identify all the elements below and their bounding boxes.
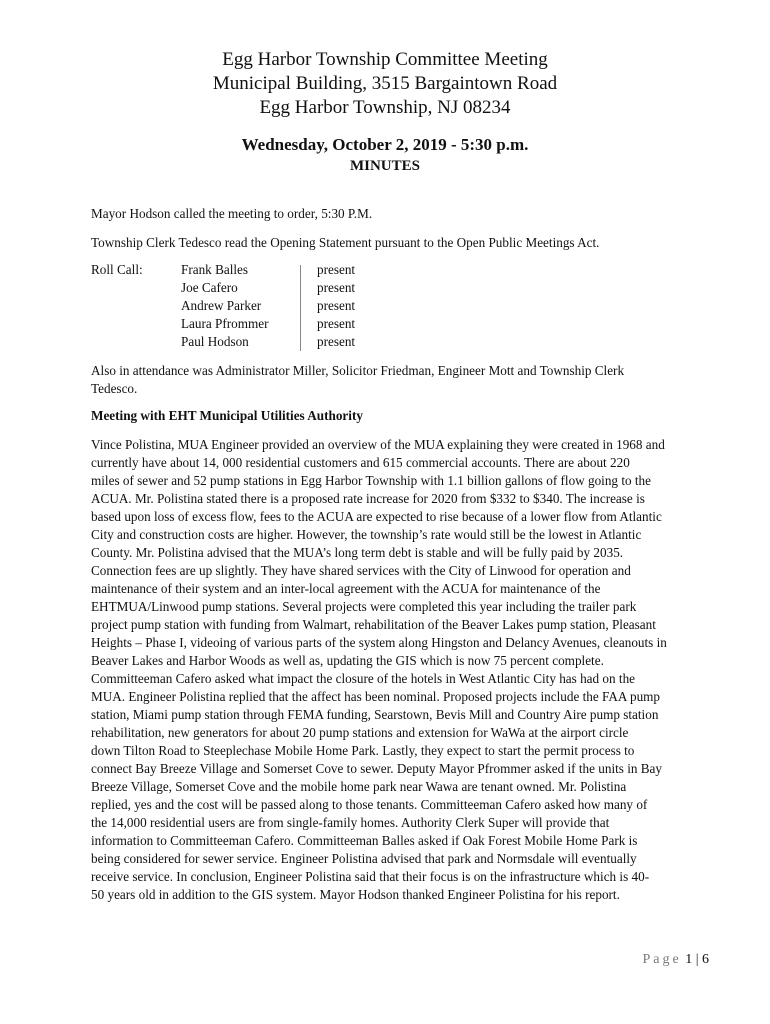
paragraph-line: Heights – Phase I, videoing of various parts of the system along Hingston and Delancy Avenues, cleanouts in	[91, 635, 667, 650]
header-title-line-3: Egg Harbor Township, NJ 08234	[259, 97, 511, 118]
paragraph-line: currently have about 14, 000 residential customers and 615 commercial accounts. There are about 220	[91, 455, 630, 470]
paragraph-line: information to Committeeman Cafero. Committeeman Balles asked if Oak Forest Mobile Home Park is	[91, 833, 638, 848]
roll-call-member-status: present	[317, 262, 356, 277]
paragraph-line: Beaver Lakes and Harbor Woods as well as, updating the GIS which is now 75 percent complete.	[91, 653, 604, 668]
paragraph-line: EHTMUA/Linwood pump stations. Several projects were completed this year including the trailer park	[91, 599, 637, 614]
roll-call-member-name: Andrew Parker	[181, 298, 262, 313]
paragraph-line: County. Mr. Polistina advised that the MUA’s long term debt is stable and will be fully paid by 2035.	[91, 545, 624, 560]
paragraph-line: ACUA. Mr. Polistina stated there is a proposed rate increase for 2020 from $332 to $340. The increase is	[91, 491, 645, 506]
meeting-date: Wednesday, October 2, 2019 - 5:30 p.m.	[241, 135, 529, 154]
paragraph-line: MUA. Engineer Polistina replied that the affect has been nominal. Proposed projects include the FAA pump	[91, 689, 661, 704]
paragraph-line: Committeeman Cafero asked what impact the closure of the hotels in West Atlantic City has had on the	[91, 671, 636, 686]
paragraph-line: project pump station with funding from Walmart, rehabilitation of the Beaver Lakes pump station, Pleasant	[91, 617, 656, 632]
document-header	[0, 48, 770, 120]
opening-statement-paragraph: Township Clerk Tedesco read the Opening Statement pursuant to the Open Public Meetings Act.	[91, 235, 600, 250]
paragraph-line: down Tilton Road to Steeplechase Mobile Home Park. Lastly, they expect to start the permit process to	[91, 743, 635, 758]
paragraph-line: replied, yes and the cost will be passed along to those tenants. Committeeman Cafero asked how many of	[91, 797, 648, 812]
attendance-paragraph	[91, 362, 727, 398]
paragraph-line: station, Miami pump station through FEMA funding, Searstown, Bevis Mill and Country Aire pump station	[91, 707, 659, 722]
header-title-line-2: Municipal Building, 3515 Bargaintown Road	[212, 73, 558, 94]
roll-call-divider	[300, 265, 301, 351]
attendance-line: Tedesco.	[91, 381, 138, 396]
paragraph-line: based upon loss of excess flow, fees to the ACUA are expected to rise because of a lower flow from Atlantic	[91, 509, 662, 524]
header-title-line-1: Egg Harbor Township Committee Meeting	[222, 49, 548, 70]
paragraph-line: Vince Polistina, MUA Engineer provided an overview of the MUA explaining they were created in 1968 and	[91, 437, 665, 452]
paragraph-line: connect Bay Breeze Village and Somerset Cove to sewer. Deputy Mayor Pfrommer asked if the units in Bay	[91, 761, 663, 776]
roll-call-member-status: present	[317, 316, 356, 331]
attendance-line: Also in attendance was Administrator Miller, Solicitor Friedman, Engineer Mott and Township Clerk	[91, 363, 625, 378]
paragraph-line: maintenance of their system and an inter-local agreement with the ACUA for maintenance of the	[91, 581, 601, 596]
paragraph-line: being considered for sewer service. Engineer Polistina advised that park and Normsdale will eventually	[91, 851, 637, 866]
roll-call-member-name: Laura Pfrommer	[181, 316, 269, 331]
paragraph-line: receive service. In conclusion, Engineer Polistina said that their focus is on the infrastructure which is 40-	[91, 869, 650, 884]
page-footer	[642, 950, 709, 970]
roll-call-member-status: present	[317, 280, 356, 295]
roll-call-statuses	[317, 261, 397, 351]
paragraph-line: Breeze Village, Somerset Cove and the mobile home park near Wawa are tenant owned. Mr. Polistina	[91, 779, 627, 794]
roll-call-names	[181, 261, 291, 351]
roll-call-member-status: present	[317, 334, 356, 349]
paragraph-line: City and construction costs are higher. However, the township’s rate would still be the lowest in Atlantic	[91, 527, 642, 542]
paragraph-line: the 14,000 residential users are from single-family homes. Authority Clerk Super will provide that	[91, 815, 610, 830]
roll-call-member-name: Frank Balles	[181, 262, 249, 277]
roll-call	[91, 261, 491, 353]
roll-call-member-name: Joe Cafero	[181, 280, 238, 295]
paragraph-line: rehabilitation, new generators for about 20 pump stations and extension for WaWa at the airport circle	[91, 725, 629, 740]
minutes-label: MINUTES	[349, 158, 420, 174]
total-pages: 6	[702, 952, 709, 967]
call-to-order-paragraph: Mayor Hodson called the meeting to order, 5:30 P.M.	[91, 206, 373, 221]
page-number: 1	[685, 952, 693, 967]
paragraph-line: 50 years old in addition to the GIS system. Mayor Hodson thanked Engineer Polistina for his report.	[91, 887, 620, 902]
paragraph-line: Connection fees are up slightly. They have shared services with the City of Linwood for operation and	[91, 563, 631, 578]
section-heading: Meeting with EHT Municipal Utilities Authority	[91, 408, 363, 423]
paragraph-line: miles of sewer and 52 pump stations in Egg Harbor Township with 1.1 billion gallons of flow going to the	[91, 473, 651, 488]
mua-report-paragraph	[91, 436, 727, 904]
roll-call-member-name: Paul Hodson	[181, 334, 249, 349]
roll-call-member-status: present	[317, 298, 356, 313]
page-separator: |	[695, 952, 699, 967]
roll-call-label: Roll Call:	[91, 262, 143, 277]
page-word: Page	[642, 952, 682, 967]
